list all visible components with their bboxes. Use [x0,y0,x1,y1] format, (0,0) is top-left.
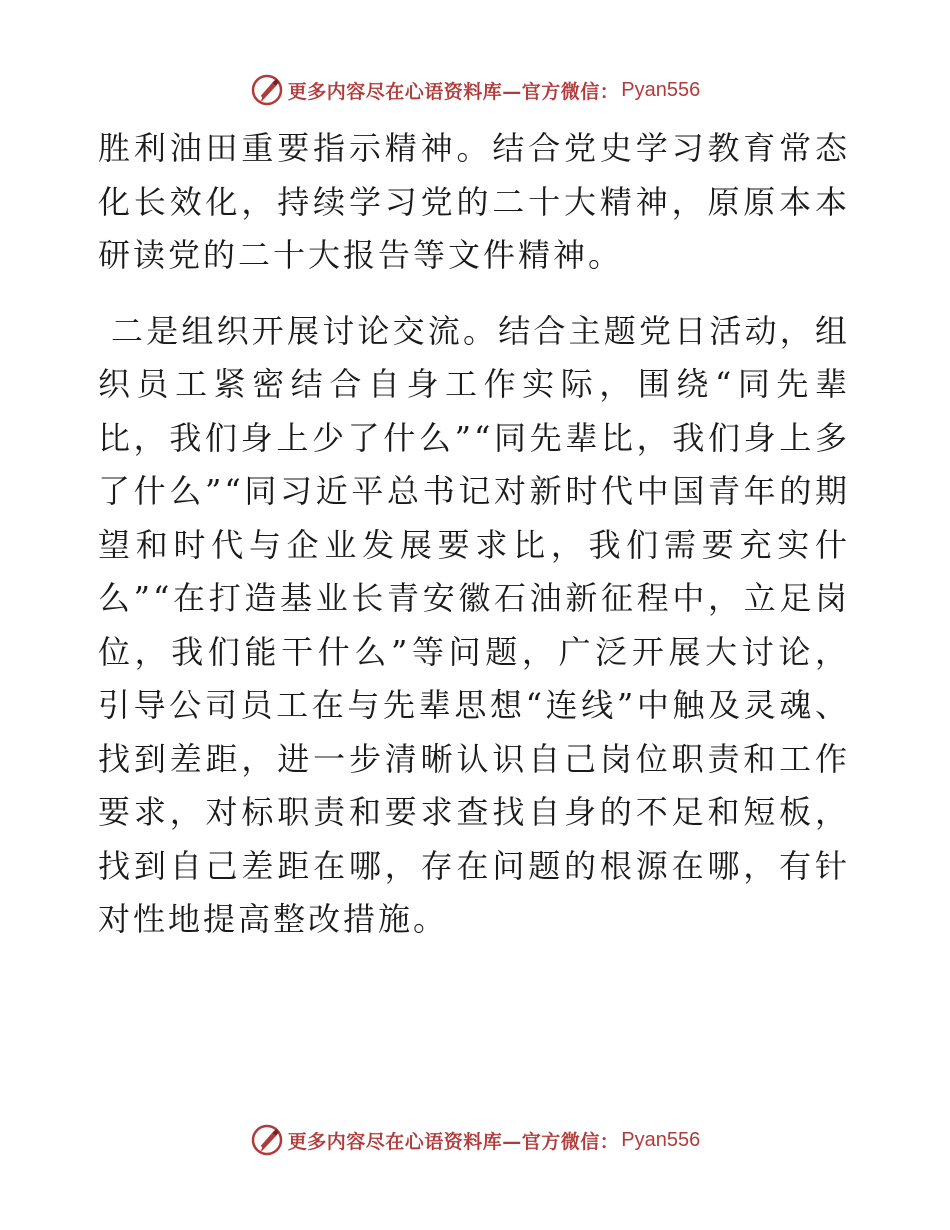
header-watermark-banner [0,70,950,110]
banner-wechat-id: Pyan556 [621,1128,701,1151]
paragraph-2: 二是组织开展讨论交流。结合主题党日活动，组织员工紧密结合自身工作实际，围绕“同先辈比，我们身上少了什么”“同先辈比，我们身上多了什么”“同习近平总书记对新时代中国青年的期望和时代与企业发展要求比，我们需要充实什么”“在打造基业长青安徽石油新征程中，立足岗位，我们能干什么”等问题，广泛开展大讨论，引导公司员工在与先辈思想“连线”中触及灵魂、找到差距，进一步清晰认识自己岗位职责和工作要求，对标职责和要求查找自身的不足和短板，找到自己差距在哪，存在问题的根源在哪，有针对性地提高整改措施。 [98,311,850,938]
banner-text: 更多内容尽在心语资料库—官方微信： [287,80,620,103]
document-body [98,122,850,947]
banner-text: 更多内容尽在心语资料库—官方微信： [287,1130,620,1153]
pen-logo-icon [250,73,284,107]
paragraph-1: 胜利油田重要指示精神。结合党史学习教育常态化长效化，持续学习党的二十大精神，原原本本研读党的二十大报告等文件精神。 [98,129,850,274]
banner-wechat-id: Pyan556 [621,78,701,101]
footer-watermark-banner [0,1120,950,1160]
pen-logo-icon [250,1123,284,1157]
